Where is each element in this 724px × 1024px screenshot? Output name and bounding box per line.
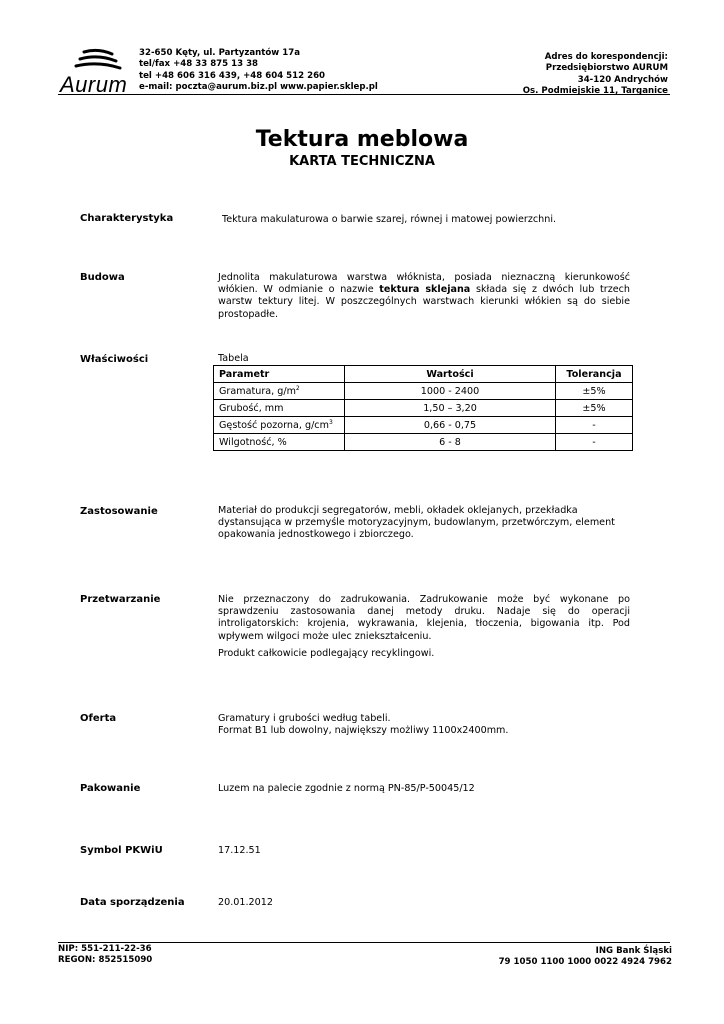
label-data: Data sporządzenia — [80, 897, 185, 908]
label-charakterystyka: Charakterystyka — [80, 213, 174, 224]
correspondence-line: Przedsiębiorstwo AURUM — [545, 63, 668, 74]
nip: NIP: 551-211-22-36 — [58, 944, 152, 954]
cell-param: Wilgotność, % — [214, 434, 345, 451]
text-budowa-part: składa się z dwóch lub trzech warstw tektury litej. W poszczególnych warstwach kierunki włókien są do siebie prostopadłe. — [218, 284, 630, 320]
address-line: e-mail: poczta@aurum.biz.pl www.papier.sklep.pl — [139, 81, 378, 92]
correspondence-line: Os. Podmiejskie 11, Targanice — [522, 85, 668, 96]
cell-tolerance: ±5% — [556, 400, 633, 417]
correspondence-line: 34-120 Andrychów — [577, 74, 668, 85]
bank-name: ING Bank Śląski — [595, 946, 672, 956]
cell-tolerance: - — [556, 434, 633, 451]
label-wlasciwosci: Właściwości — [80, 354, 149, 365]
header-parametr: Parametr — [214, 366, 345, 383]
footer-divider — [58, 942, 670, 943]
label-oferta: Oferta — [80, 713, 117, 724]
text-budowa — [218, 272, 630, 321]
cell-value: 0,66 - 0,75 — [345, 417, 556, 434]
text-oferta-line2: Format B1 lub dowolny, największy możliwy 1100x2400mm. — [218, 725, 509, 736]
text-zastosowanie: Materiał do produkcji segregatorów, mebli, okładek oklejanych, przekładka dystansująca w przemyśle motoryzacyjnym, budowlanym, przetwórczym, element opakowania jednostkowego i zbiorczego. — [218, 505, 615, 541]
logo-text: Aurum — [60, 72, 128, 97]
footer-ids — [58, 944, 152, 967]
table-row — [214, 383, 633, 400]
text-oferta-line1: Gramatury i grubości według tabeli. — [218, 713, 391, 724]
regon: REGON: 852515090 — [58, 955, 153, 966]
label-budowa: Budowa — [80, 272, 125, 283]
correspondence-line: Adres do korespondencji: — [544, 52, 668, 62]
text-pakowanie: Luzem na palecie zgodnie z normą PN-85/P-50045/12 — [218, 783, 475, 794]
bank-account: 79 1050 1100 1000 0022 4924 7962 — [498, 957, 672, 968]
page-subtitle: KARTA TECHNICZNA — [289, 154, 435, 169]
header-tolerancja: Tolerancja — [556, 366, 633, 383]
cell-value: 1,50 – 3,20 — [345, 400, 556, 417]
text-budowa-bold: tektura sklejana — [379, 284, 471, 296]
address-line: tel +48 606 316 439, +48 604 512 260 — [139, 70, 326, 81]
table-row — [214, 417, 633, 434]
properties-table — [213, 365, 633, 451]
address-line: tel/fax +48 33 875 13 38 — [139, 59, 259, 70]
label-zastosowanie: Zastosowanie — [80, 506, 158, 517]
footer-bank — [499, 946, 672, 969]
text-przetwarzanie: Nie przeznaczony do zadrukowania. Zadrukowanie może być wykonane po sprawdzeniu zastosowania danej metody druku. Nadaje się do operacji introligatorskich: krojenia, wykrawania, klejenia, tłoczenia, bigowania itp. Pod wpływem wilgoci może ulec zniekształceniu. — [218, 594, 630, 642]
cell-param: Gęstość pozorna, $g/cm^3$ — [214, 417, 345, 434]
header-divider — [58, 94, 670, 95]
address-line: 32-650 Kęty, ul. Partyzantów 17a — [139, 48, 300, 58]
text-data: 20.01.2012 — [218, 897, 273, 908]
correspondence-address — [523, 52, 668, 97]
header-wartosci: Wartości — [345, 366, 556, 383]
text-budowa-part: Jednolita makulaturowa warstwa włóknista, posiada nieznaczną kierunkowość włókien. W odmianie o nazwie — [218, 272, 630, 296]
table-header-row — [214, 366, 633, 383]
label-symbol: Symbol PKWiU — [80, 845, 163, 856]
table-row — [214, 400, 633, 417]
cell-param: Grubość, mm — [214, 400, 345, 417]
text-recykling: Produkt całkowicie podlegający recyklingowi. — [218, 648, 435, 659]
page-title: Tektura meblowa — [255, 127, 469, 152]
label-pakowanie: Pakowanie — [80, 783, 141, 794]
cell-param: Gramatura, $g/m^2$ — [214, 383, 345, 400]
text-symbol: 17.12.51 — [218, 845, 261, 856]
cell-value: 1000 - 2400 — [345, 383, 556, 400]
text-charakterystyka: Tektura makulaturowa o barwie szarej, równej i matowej powierzchni. — [222, 214, 557, 225]
label-przetwarzanie: Przetwarzanie — [80, 594, 161, 605]
company-address — [139, 48, 378, 93]
cell-tolerance: ±5% — [556, 383, 633, 400]
table-row — [214, 434, 633, 451]
cell-value: 6 - 8 — [345, 434, 556, 451]
table-caption: Tabela — [218, 353, 249, 364]
cell-tolerance: - — [556, 417, 633, 434]
